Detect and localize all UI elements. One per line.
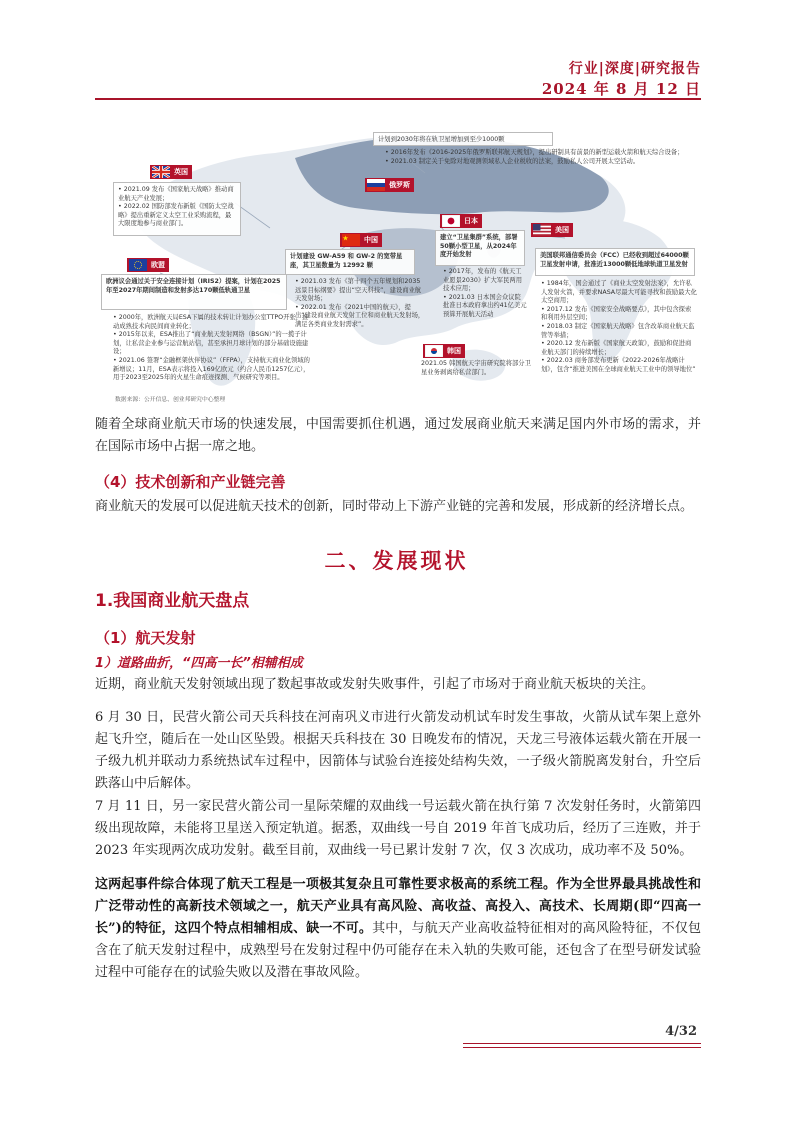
paragraph: 随着全球商业航天市场的快速发展，中国需要抓住机遇，通过发展商业航天来满足国内外市场的需求，并在国际市场中占据一席之地。	[95, 417, 701, 454]
list-item: • 2021.03 发布《第十四个五年规划和2035远景目标纲要》提出“空天科技”，建设商业航天发射场；	[295, 278, 425, 304]
usa-headline: 美国联邦通信委员会（FCC）已经收到超过64000颗卫星发射申请，批准近13000颗低地球轨道卫星发射	[540, 252, 689, 268]
china-tag: 中国	[340, 233, 382, 247]
header-rule	[95, 98, 701, 100]
list-item: • 2021.03 日本国会众议院批准日本政府拿出约41亿美元预算开展航天活动	[443, 294, 527, 320]
russia-headline-box	[373, 132, 553, 146]
heading-tech-innovation: （4）技术创新和产业链完善	[95, 473, 286, 491]
paragraph: 6 月 30 日，民营火箭公司天兵科技在河南巩义市进行火箭发动机试车时发生事故，火箭从试车架上意外起飞升空，随后在一处山区坠毁。根据天兵科技在 30 日晚发布的情况，天龙三号液体运载火箭在开展一子级九机并联动力系统热试车过程中，因箭体与试验台连接处结构失效，一子级火箭脱离发射台，升空后跌落山中后解体。	[95, 710, 701, 791]
uk-flag-icon	[152, 166, 170, 178]
section-title: 二、发展现状	[324, 549, 469, 573]
list-item: • 2021.06 签署“金融框架伙伴协议”（FFPA），支持航天商业化领域的新增议；11月，ESA表示将投入169亿欧元（约合人民币1257亿元），用于2023至2025年的火星生命痕迹探测、气候研究等项目。	[113, 357, 313, 383]
russia-flag-icon	[367, 179, 385, 191]
policy-map-figure	[95, 118, 701, 408]
list-item: • 2022.01 发布《2021中国的航天》，提出“建设商业航天发射工位和商业航天发射场，满足各类商业发射需求”。	[295, 304, 425, 330]
heading-launch: （1）航天发射	[95, 629, 196, 647]
report-type: 行业|深度|研究报告	[568, 61, 701, 77]
subheading-launch: 1）道路曲折，“四高一长”相辅相成	[95, 656, 303, 671]
russia-tag: 俄罗斯	[365, 178, 414, 192]
footer-rule-2	[463, 1047, 701, 1048]
korea-policy-list	[421, 360, 531, 377]
eu-policy-list	[113, 314, 313, 383]
subsection-title: 1.我国商业航天盘点	[95, 591, 250, 611]
japan-headline: 建立“卫星集群”系统，部署50颗小型卫星，从2024年度开始发射	[440, 234, 518, 259]
japan-tag: 日本	[440, 214, 482, 228]
list-item: • 2017.12 发布《国家安全战略要点》，其中包含探索和利用外层空间；	[541, 306, 697, 323]
eu-headline-box	[101, 274, 287, 310]
report-date: 2024 年 8 月 12 日	[541, 80, 701, 98]
list-item: • 2018.03 制定《国家航天战略》包含改革商业航天监管等举措；	[541, 323, 697, 340]
paragraph: 近期，商业航天发射领域出现了数起事故或发射失败事件，引起了市场对于商业航天板块的关注。	[95, 677, 655, 692]
footer-rule	[463, 1043, 701, 1044]
list-item: • 2021.03 制定关于免除对地观测领域私人企业税收的法案，鼓励私人公司开展太空活动。	[385, 158, 695, 167]
russia-headline: 计划到2030年将在轨卫星增加到至少1000颗	[378, 136, 505, 143]
paragraph-text: 其中，与航天产业高收益特征相对的高风险特征，不仅包含在了航天发射过程中，成熟型号在发射过程中仍可能存在未入轨的失败可能，还包含了在型号研发试验过程中可能存在的试验失败以及潜在事故风险。	[95, 921, 701, 980]
korea-tag: 韩国	[423, 344, 465, 358]
uk-policy-box	[113, 182, 241, 236]
japan-headline-box	[435, 230, 525, 266]
list-item: • 2022.02 国防部发布新版《国防太空战略》提出重新定义太空工业采购流程，最大限度地参与商业部门。	[118, 203, 236, 229]
paragraph: 商业航天的发展可以促进航天技术的创新，同时带动上下游产业链的完善和发展，形成新的经济增长点。	[95, 499, 694, 514]
usa-tag: 美国	[531, 223, 573, 237]
china-headline-box	[285, 249, 415, 275]
figure-source: 数据来源：公开信息、创业邦研究中心整理	[115, 397, 226, 403]
list-item: • 2022.03 商务部发布更新《2022-2026年战略计划》，包含“推进美国在全球商业航天工业中的领导地位”	[541, 357, 697, 374]
list-item: • 2021.09 发布《国家航天战略》推动商业航天产业发展；	[118, 186, 236, 203]
list-item: • 2000年，欧洲航天局ESA下属的技术转让计划办公室TTPO开张，推动成熟技术向民间商业转化；	[113, 314, 313, 331]
usa-flag-icon	[533, 224, 551, 236]
list-item: 2021.05 韩国航天宇宙研究院将部分卫星业务剥离给私营部门。	[421, 360, 531, 376]
eu-headline: 欧洲议会通过关于安全连接计划（IRIS2）提案，计划在2025年至2027年期间制造和发射多达170颗低轨通卫星	[106, 278, 281, 294]
list-item: • 2016年发布《2016-2025年俄罗斯联邦航天规划》，提出研制具有前景的新型运载火箭和航天综合设备；	[385, 149, 695, 158]
korea-flag-icon	[425, 345, 443, 357]
paragraph	[95, 874, 701, 984]
russia-policy-list	[385, 149, 695, 166]
list-item: • 1984年，国会通过了《商业太空发射法案》，允许私人发射火箭，并要求NASA尽最大可能寻找和鼓励最大化太空商用；	[541, 280, 697, 306]
page-number: 4/32	[665, 1024, 697, 1039]
list-item: • 2015年以来，ESA推出了“商业航天发射网络（BSGN）”的一揽子计划，让私营企业参与运营航站信，甚至承担月球计划的部分基础设施建设；	[113, 331, 313, 357]
paragraph: 7 月 11 日，另一家民营火箭公司一星际荣耀的双曲线一号运载火箭在执行第 7 次发射任务时，火箭第四级出现故障，未能将卫星送入预定轨道。据悉，双曲线一号自 2019 年首飞成功后，经历了三连败，并于 2023 年实现两次成功发射。截至目前，双曲线一号已累计发射 7 次，仅 3 次成功，成功率不及 50%。	[95, 799, 701, 858]
eu-flag-icon	[129, 259, 147, 271]
list-item: • 2020.12 发布新版《国家航天政策》，鼓励和促进商业航天部门的持续增长；	[541, 340, 697, 357]
japan-policy-list	[443, 268, 527, 320]
china-headline: 计划建设 GW-A59 和 GW-2 的宽带星座，其卫星数量为 12992 颗	[290, 253, 403, 269]
japan-flag-icon	[442, 215, 460, 227]
eu-tag: 欧盟	[127, 258, 169, 272]
usa-headline-box	[535, 248, 695, 276]
china-policy-list	[295, 278, 425, 330]
uk-tag: 英国	[150, 165, 192, 179]
usa-policy-list	[541, 280, 697, 375]
emphasis-text: 这两起事件综合体现了航天工程是一项极其复杂且可靠性要求极高的系统工程。作为全世界最具挑战性和广泛带动性的高新技术领域之一，航天产业具有高风险、高收益、高投入、高技术、长周期(即“四高一长”)的特征，这四个特点相辅相成、缺一不可。	[95, 877, 701, 936]
list-item: • 2017年，发布的《航天工业愿景2030》扩大军民两用技术应用；	[443, 268, 527, 294]
china-flag-icon	[342, 234, 360, 246]
